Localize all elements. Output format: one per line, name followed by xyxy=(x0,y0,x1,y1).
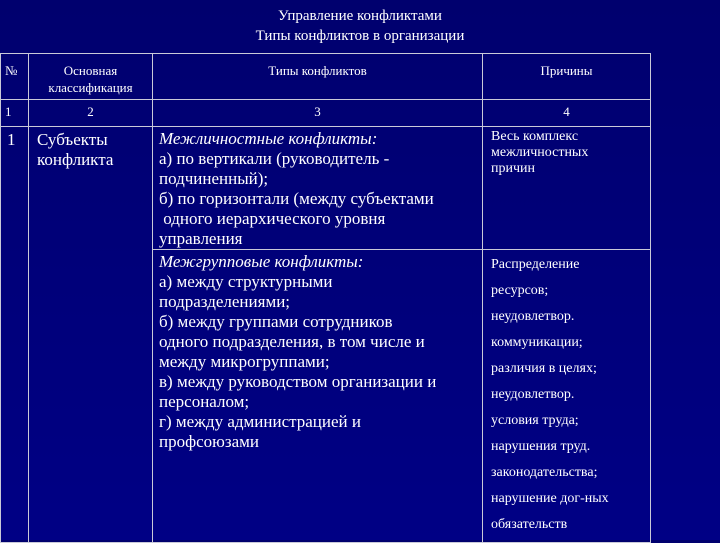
intergroup-line: между микрогруппами; xyxy=(159,352,330,371)
classification-line: Субъекты xyxy=(37,130,108,149)
intergroup-line: б) между группами сотрудников xyxy=(159,312,393,331)
table-row xyxy=(1,127,651,250)
interpersonal-line: б) по горизонтали (между субъектами xyxy=(159,189,434,208)
header-conflict-types: Типы конфликтов xyxy=(153,54,483,100)
column-number-4: 4 xyxy=(483,100,651,127)
header-number: № xyxy=(1,54,29,100)
classification-cell xyxy=(29,127,153,543)
intergroup-line: г) между администрацией и xyxy=(159,412,361,431)
column-number-1: 1 xyxy=(1,100,29,127)
intergroup-line: в) между руководством организации и xyxy=(159,372,437,391)
classification-line: конфликта xyxy=(37,150,114,169)
header-classification: Основная классификация xyxy=(29,54,153,100)
reason-line: причин xyxy=(491,161,536,176)
reason-line: законодательства; xyxy=(491,465,598,480)
reason-line: обязательств xyxy=(491,517,568,532)
reason-line: коммуникации; xyxy=(491,335,583,350)
header-reasons: Причины xyxy=(483,54,651,100)
intergroup-line: а) между структурными xyxy=(159,272,333,291)
slide-titles xyxy=(0,6,720,46)
interpersonal-heading: Межличностные конфликты: xyxy=(159,129,378,148)
reason-line: межличностных xyxy=(491,145,589,160)
intergroup-reasons-cell xyxy=(483,250,651,543)
column-number-row xyxy=(1,100,651,127)
interpersonal-line: а) по вертикали (руководитель - xyxy=(159,149,390,168)
interpersonal-cell xyxy=(153,127,483,250)
row-number: 1 xyxy=(1,127,29,543)
reason-line: условия труда; xyxy=(491,413,579,428)
title-line-2: Типы конфликтов в организации xyxy=(255,28,465,44)
column-number-2: 2 xyxy=(29,100,153,127)
reason-line: нарушения труд. xyxy=(491,439,591,454)
intergroup-line: персоналом; xyxy=(159,392,250,411)
reason-line: различия в целях; xyxy=(491,361,597,376)
reason-line: ресурсов; xyxy=(491,283,549,298)
reason-line: неудовлетвор. xyxy=(491,387,575,402)
intergroup-cell xyxy=(153,250,483,543)
intergroup-line: подразделениями; xyxy=(159,292,291,311)
reason-line: Распределение xyxy=(491,257,580,272)
intergroup-line: одного подразделения, в том числе и xyxy=(159,332,425,351)
reason-line: неудовлетвор. xyxy=(491,309,575,324)
interpersonal-line: управления xyxy=(159,229,243,248)
interpersonal-reasons-cell xyxy=(483,127,651,250)
intergroup-line: профсоюзами xyxy=(159,432,259,451)
title-line-1: Управление конфликтами xyxy=(278,8,442,24)
interpersonal-line: подчиненный); xyxy=(159,169,269,188)
conflict-types-table xyxy=(0,53,651,543)
intergroup-heading: Межгрупповые конфликты: xyxy=(159,252,364,271)
interpersonal-line: одного иерархического уровня xyxy=(159,209,386,228)
reason-line: нарушение дог-ных xyxy=(491,491,609,506)
header-row xyxy=(1,54,651,100)
column-number-3: 3 xyxy=(153,100,483,127)
reason-line: Весь комплекс xyxy=(491,129,579,144)
